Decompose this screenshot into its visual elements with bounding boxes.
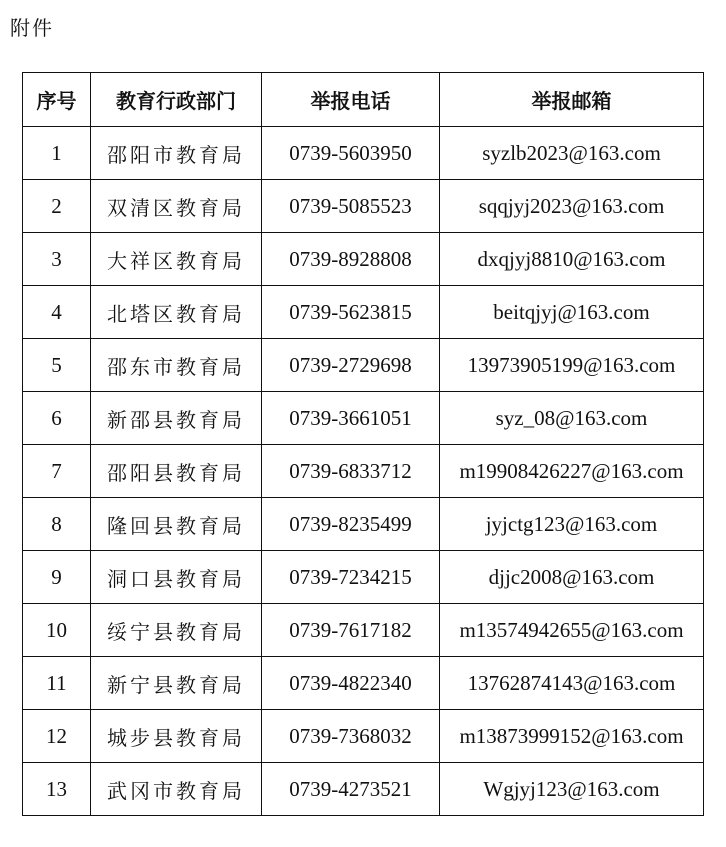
row-index: 5	[23, 339, 91, 392]
report-phone: 0739-4822340	[262, 657, 440, 710]
row-index: 8	[23, 498, 91, 551]
report-phone: 0739-7617182	[262, 604, 440, 657]
department-name: 邵东市教育局	[91, 339, 262, 392]
report-phone: 0739-8235499	[262, 498, 440, 551]
report-phone: 0739-2729698	[262, 339, 440, 392]
report-phone: 0739-8928808	[262, 233, 440, 286]
department-name: 新宁县教育局	[91, 657, 262, 710]
report-phone: 0739-3661051	[262, 392, 440, 445]
report-phone: 0739-5085523	[262, 180, 440, 233]
row-index: 3	[23, 233, 91, 286]
report-phone: 0739-4273521	[262, 763, 440, 816]
row-index: 9	[23, 551, 91, 604]
department-name: 洞口县教育局	[91, 551, 262, 604]
report-email: sqqjyj2023@163.com	[440, 180, 704, 233]
table-row	[23, 127, 704, 180]
header-department: 教育行政部门	[91, 73, 262, 127]
header-phone: 举报电话	[262, 73, 440, 127]
row-index: 2	[23, 180, 91, 233]
report-phone: 0739-7368032	[262, 710, 440, 763]
table-row	[23, 180, 704, 233]
report-phone: 0739-5623815	[262, 286, 440, 339]
table-row	[23, 551, 704, 604]
report-email: dxqjyj8810@163.com	[440, 233, 704, 286]
department-name: 城步县教育局	[91, 710, 262, 763]
department-name: 邵阳县教育局	[91, 445, 262, 498]
report-email: syzlb2023@163.com	[440, 127, 704, 180]
report-email: Wgjyj123@163.com	[440, 763, 704, 816]
report-email: m13873999152@163.com	[440, 710, 704, 763]
department-name: 新邵县教育局	[91, 392, 262, 445]
header-index: 序号	[23, 73, 91, 127]
department-name: 绥宁县教育局	[91, 604, 262, 657]
row-index: 4	[23, 286, 91, 339]
table-row	[23, 657, 704, 710]
report-contacts-table	[22, 72, 704, 816]
header-email: 举报邮箱	[440, 73, 704, 127]
table-row	[23, 763, 704, 816]
department-name: 大祥区教育局	[91, 233, 262, 286]
row-index: 7	[23, 445, 91, 498]
row-index: 11	[23, 657, 91, 710]
report-phone: 0739-6833712	[262, 445, 440, 498]
report-email: jyjctg123@163.com	[440, 498, 704, 551]
department-name: 隆回县教育局	[91, 498, 262, 551]
department-name: 北塔区教育局	[91, 286, 262, 339]
table-row	[23, 286, 704, 339]
table-header-row	[23, 73, 704, 127]
report-email: m13574942655@163.com	[440, 604, 704, 657]
report-phone: 0739-7234215	[262, 551, 440, 604]
table-row	[23, 339, 704, 392]
department-name: 双清区教育局	[91, 180, 262, 233]
row-index: 12	[23, 710, 91, 763]
row-index: 1	[23, 127, 91, 180]
report-email: djjc2008@163.com	[440, 551, 704, 604]
row-index: 10	[23, 604, 91, 657]
department-name: 武冈市教育局	[91, 763, 262, 816]
department-name: 邵阳市教育局	[91, 127, 262, 180]
table-row	[23, 233, 704, 286]
row-index: 6	[23, 392, 91, 445]
table-row	[23, 445, 704, 498]
report-email: beitqjyj@163.com	[440, 286, 704, 339]
report-email: syz_08@163.com	[440, 392, 704, 445]
row-index: 13	[23, 763, 91, 816]
table-row	[23, 498, 704, 551]
report-email: 13762874143@163.com	[440, 657, 704, 710]
table-row	[23, 604, 704, 657]
attachment-label: 附件	[10, 16, 54, 40]
report-email: 13973905199@163.com	[440, 339, 704, 392]
table-row	[23, 710, 704, 763]
report-phone: 0739-5603950	[262, 127, 440, 180]
table-row	[23, 392, 704, 445]
report-email: m19908426227@163.com	[440, 445, 704, 498]
